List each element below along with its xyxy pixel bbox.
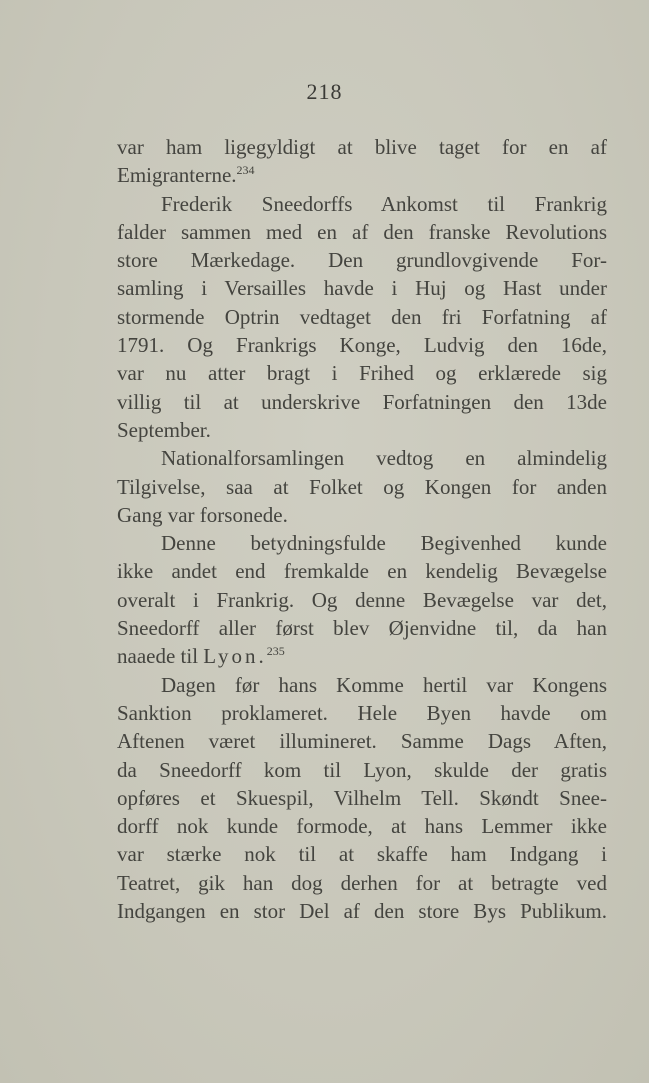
text-line: Indgangen en stor Del af den store Bys Publikum. [117,899,607,924]
text-line: dorff nok kunde formode, at hans Lemmer ikke [117,814,607,839]
text-line: Dagen før hans Komme hertil var Kongens [161,672,607,697]
text-line: var nu atter bragt i Frihed og erklærede sig [117,361,607,386]
text-fragment: Emigranterne. [117,163,237,188]
text-line: Denne betydningsfulde Begivenhed kunde [161,531,607,556]
text-line: Sneedorff aller først blev Øjenvidne til, da han [117,616,607,641]
text-line: 1791. Og Frankrigs Konge, Ludvig den 16de, [117,333,607,358]
text-line: var ham ligegyldigt at blive taget for en af [117,135,607,159]
text-line: September. [117,417,211,442]
text-line: Gang var forsonede. [117,502,288,527]
text-line: Frederik Sneedorffs Ankomst til Frankrig [161,191,607,216]
text-line: samling i Versailles havde i Huj og Hast under [117,276,607,301]
text-line: Tilgivelse, saa at Folket og Kongen for anden [117,474,607,499]
text-line [117,161,607,189]
text-line: Sanktion proklameret. Hele Byen havde om [117,700,607,725]
text-line: Nationalforsamlingen vedtog en almindelig [161,446,607,471]
footnote-ref-234: 234 [236,163,255,178]
text-line: da Sneedorff kom til Lyon, skulde der gratis [117,757,607,782]
text-line: opføres et Skuespil, Vilhelm Tell. Skøndt Snee- [117,785,607,810]
footnote-ref-235: 235 [266,644,285,659]
text-line [117,642,607,670]
text-line: store Mærkedage. Den grundlovgivende For- [117,248,607,273]
text-line: overalt i Frankrig. Og denne Bevægelse var det, [117,587,607,612]
text-line: Aftenen været illumineret. Samme Dags Aften, [117,729,607,754]
place-name-lyon: Lyon. [203,644,267,669]
text-line: var stærke nok til at skaffe ham Indgang i [117,842,607,867]
text-line: Teatret, gik han dog derhen for at betragte ved [117,870,607,895]
page-number: 218 [306,79,343,104]
text-line: ikke andet end fremkalde en kendelig Bevægelse [117,559,607,584]
text-line: falder sammen med en af den franske Revolutions [117,219,607,244]
text-fragment: naaede til [117,644,204,669]
body-text [117,133,607,925]
text-line: stormende Optrin vedtaget den fri Forfatning af [117,304,607,329]
text-line: villig til at underskrive Forfatningen den 13de [117,389,607,414]
